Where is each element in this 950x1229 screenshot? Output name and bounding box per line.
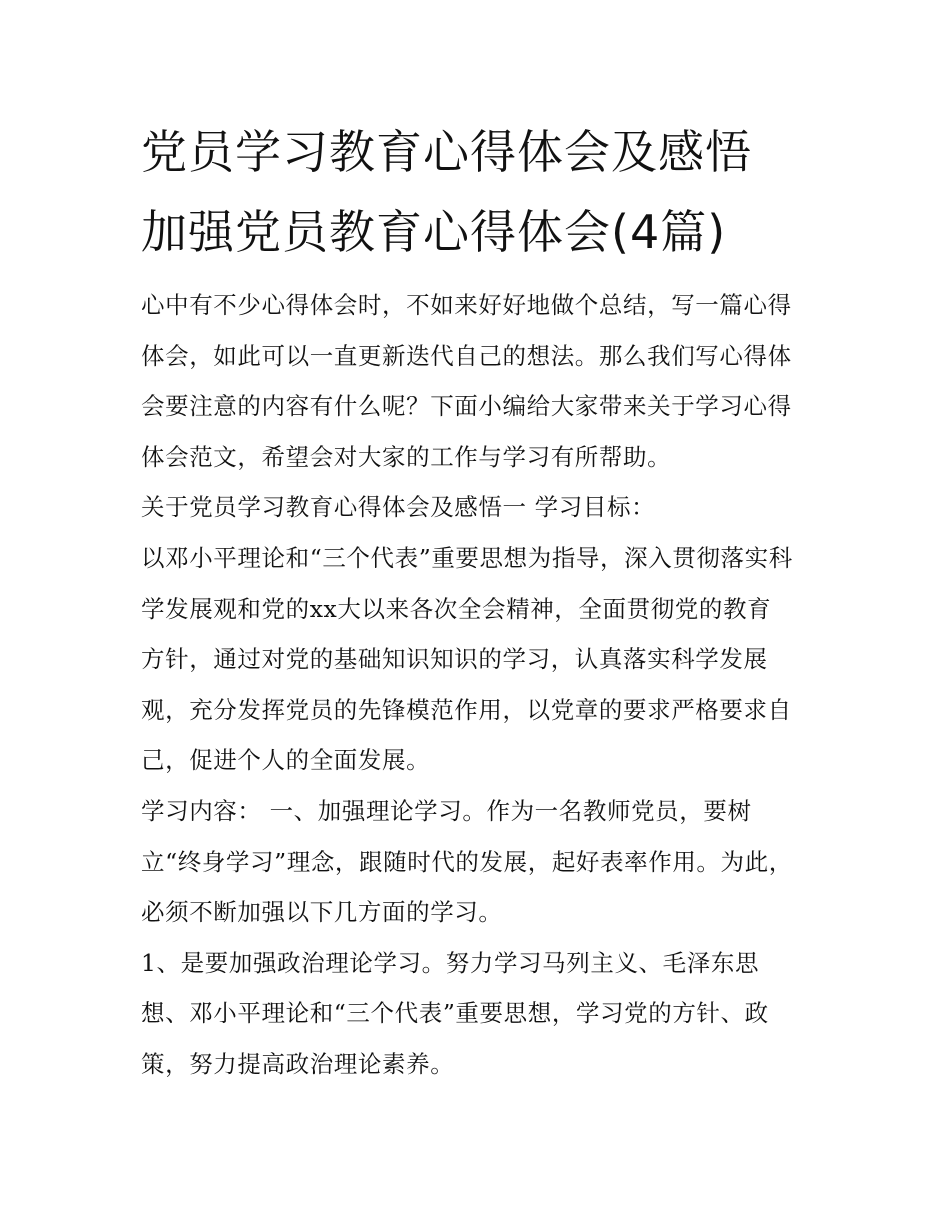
text-line: 体会，如此可以一直更新迭代自己的想法。那么我们写心得体 <box>141 341 792 370</box>
title-line: 加强党员教育心得体会(4篇) <box>141 205 727 259</box>
text-line: 策，努力提高政治理论素养。 <box>141 1049 455 1078</box>
text-line: 必须不断加强以下几方面的学习。 <box>141 898 503 927</box>
content-paragraph <box>141 786 821 938</box>
text-line: 观，充分发挥党员的先锋模范作用，以党章的要求严格要求自 <box>141 695 792 724</box>
text-line: 体会范文，希望会对大家的工作与学习有所帮助。 <box>141 442 672 471</box>
text-line: 1、是要加强政治理论学习。努力学习马列主义、毛泽东思 <box>141 948 760 977</box>
section-heading <box>141 482 821 533</box>
text-line: 想、邓小平理论和“三个代表”重要思想，学习党的方针、政 <box>141 999 769 1028</box>
text-line: 学习内容： 一、加强理论学习。作为一名教师党员，要树 <box>141 796 752 825</box>
text-line: 学发展观和党的xx大以来各次全会精神，全面贯彻党的教育 <box>141 594 772 623</box>
text-line: 方针，通过对党的基础知识知识的学习，认真落实科学发展 <box>141 645 768 674</box>
text-line: 己，促进个人的全面发展。 <box>141 746 431 775</box>
text-line: 以邓小平理论和“三个代表”重要思想为指导，深入贯彻落实科 <box>141 543 793 572</box>
text-line: 会要注意的内容有什么呢？下面小编给大家带来关于学习心得 <box>141 392 792 421</box>
list-item-paragraph <box>141 938 821 1090</box>
text-line: 心中有不少心得体会时，不如来好好地做个总结，写一篇心得 <box>141 291 792 319</box>
document-content <box>141 112 821 1090</box>
text-line: 关于党员学习教育心得体会及感悟一 学习目标： <box>141 493 656 522</box>
intro-paragraph <box>141 280 821 482</box>
document-body <box>141 280 821 1090</box>
title-line: 党员学习教育心得体会及感悟 <box>141 125 752 179</box>
goal-paragraph <box>141 533 821 786</box>
text-line: 立“终身学习”理念，跟随时代的发展，起好表率作用。为此， <box>141 847 793 876</box>
document-title <box>141 112 821 272</box>
